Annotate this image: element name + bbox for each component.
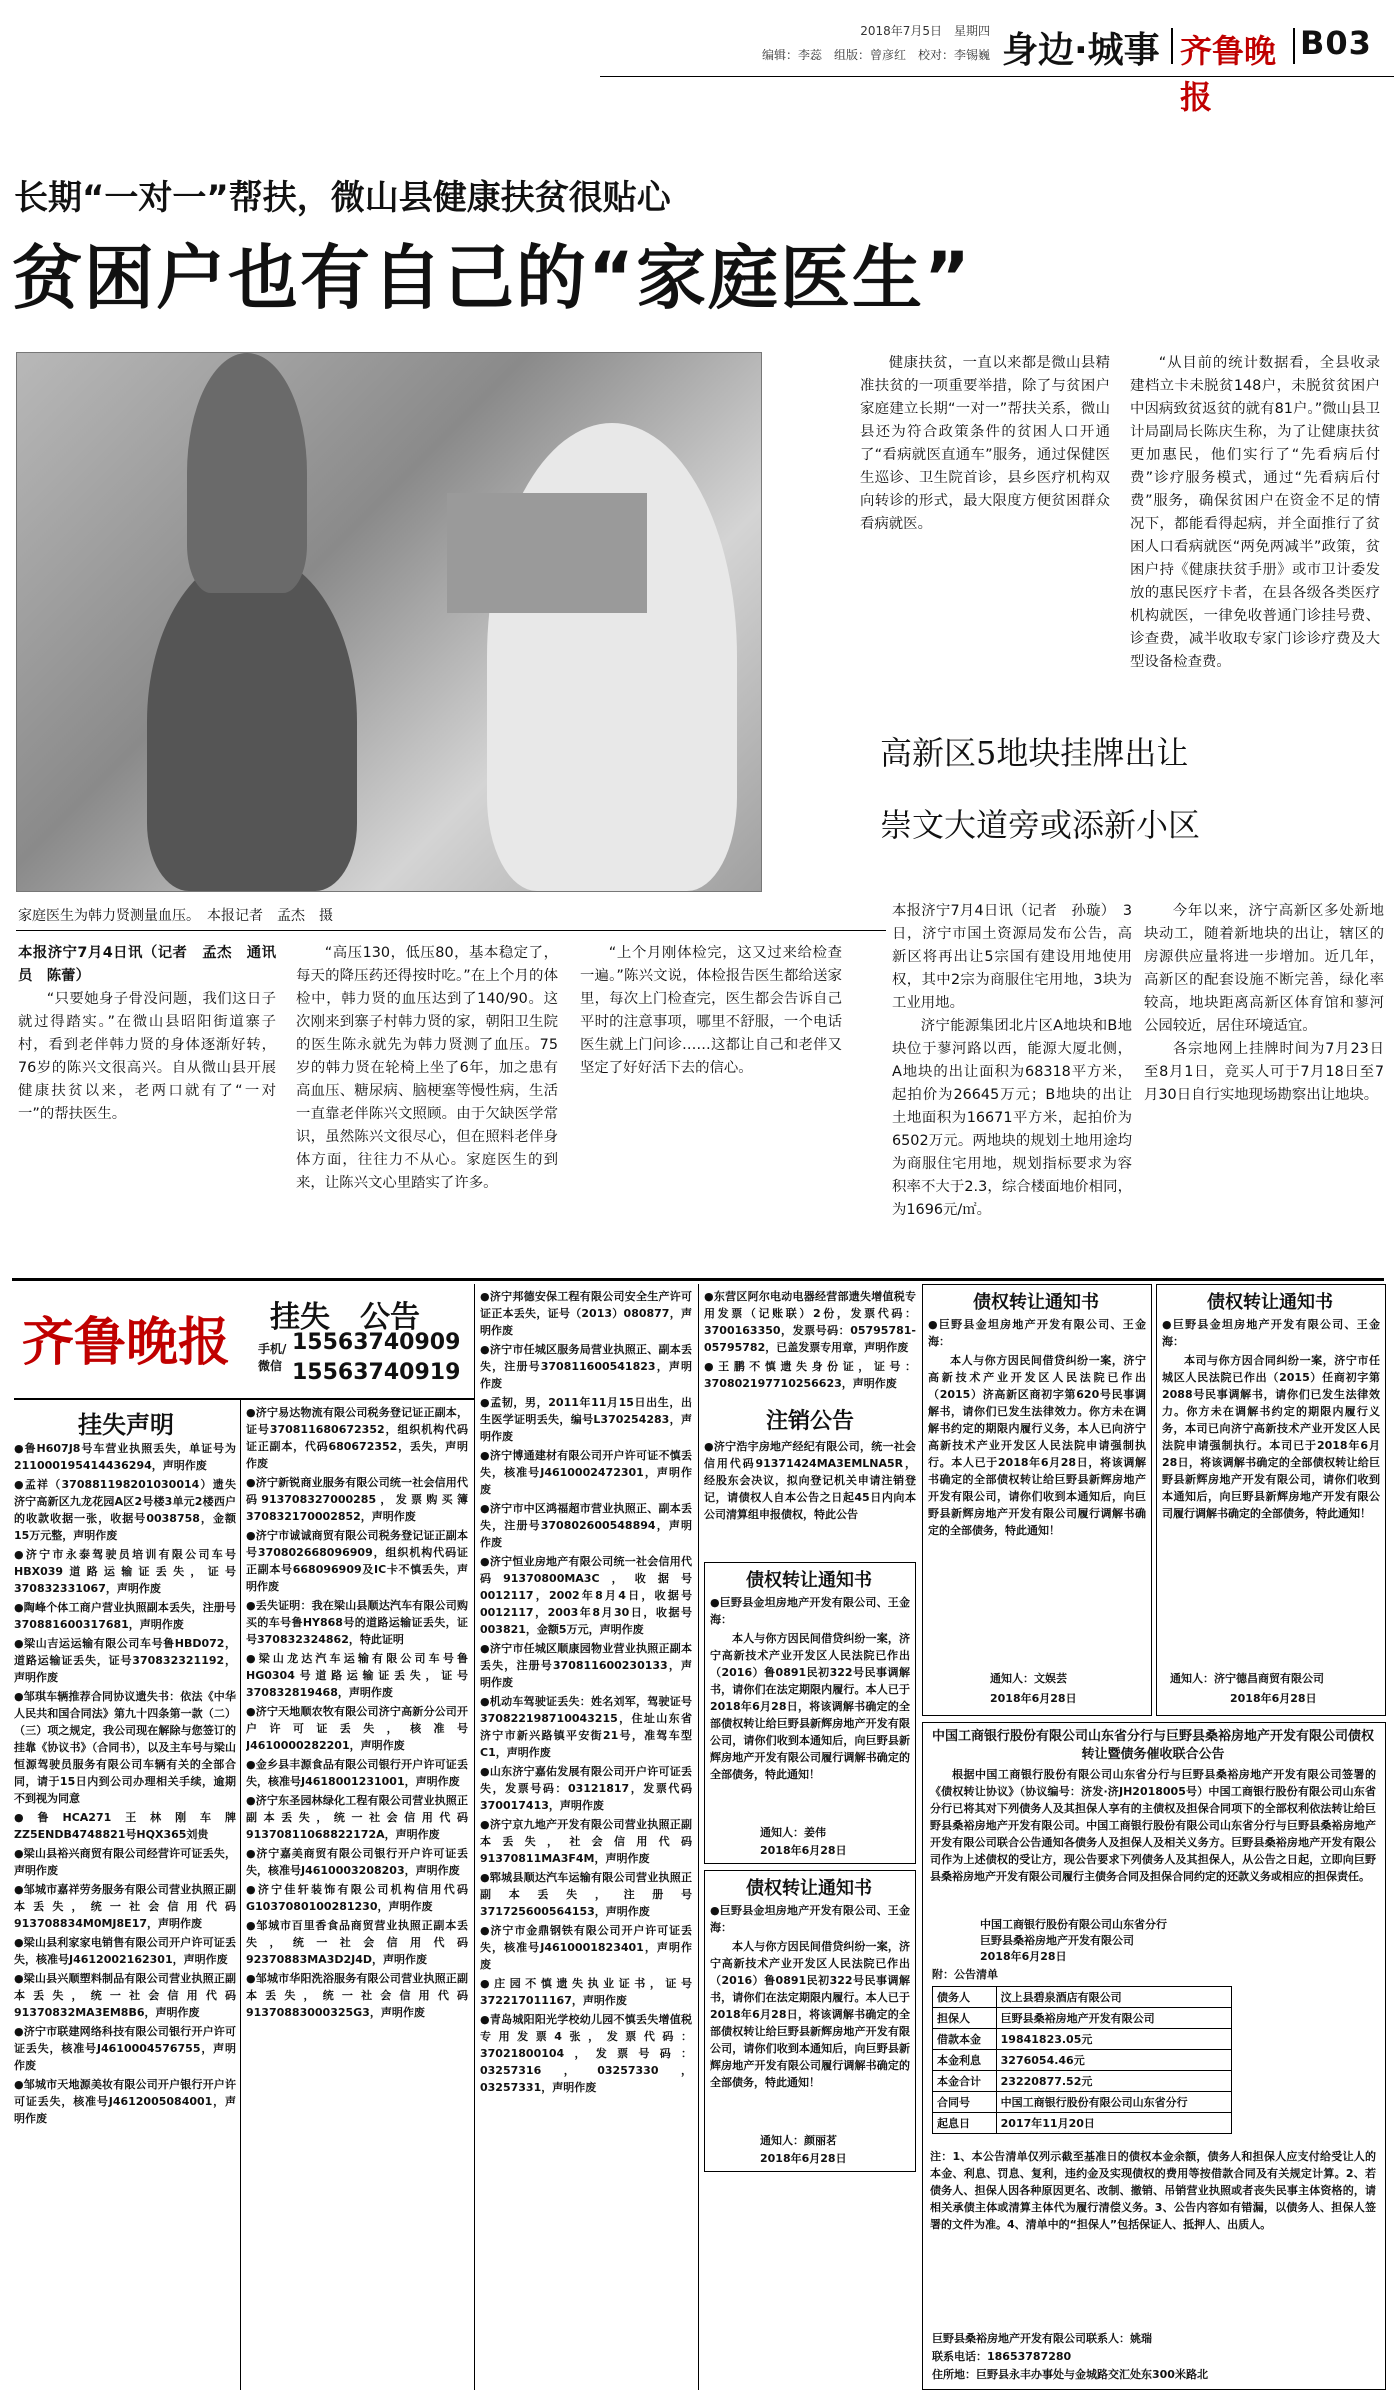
transfer-notice-title: 债权转让通知书 xyxy=(746,1570,872,1591)
ad-item: ●孟祥（370881198201030014）遗失济宁高新区九龙花园A区2号楼3单元2楼西户的收款收据一张，收据号0038758，金额15万元整，声明作废 xyxy=(14,1478,236,1542)
paragraph: “高压130，低压80，基本稳定了，每天的降压药还得按时吃。”在上个月的体检中，韩力贤的血压达到了140/90。这次刚来到寨子村韩力贤的家，朝阳卫生院的医生陈永就先为韩力贤测了血压。75岁的韩力贤在轮椅上坐了6年，加之患有高血压、糖尿病、脑梗塞等慢性病，生活一直靠老伴陈兴文照顾。由于欠缺医学常识，虽然陈兴文很尽心，但在照料老伴身体方面，往往力不从心。家庭医生的到来，让陈兴文心里踏实了许多。 xyxy=(296,945,558,1191)
table-row xyxy=(933,2008,1232,2029)
cancel-notice-body xyxy=(704,1438,916,1558)
article-kicker: 长期“一对一”帮扶，微山县健康扶贫很贴心 xyxy=(14,178,671,218)
table-row xyxy=(933,2071,1232,2092)
classifieds-col2 xyxy=(246,1404,468,2390)
header-brand-logo: 齐鲁晚报 xyxy=(1180,32,1277,116)
transfer-date: 2018年6月28日 xyxy=(1230,1692,1317,1705)
table-cell: 巨野县桑裕房地产开发有限公司 xyxy=(996,2008,1231,2029)
ad-item: ●济宁市任城区服务局营业执照正、副本丢失，注册号370811600541823，声明作废 xyxy=(480,1343,692,1390)
table-cell: 2017年11月20日 xyxy=(996,2113,1231,2134)
article1-col4 xyxy=(860,352,1110,692)
table-cell: 合同号 xyxy=(933,2092,997,2113)
ad-item: ●梁山吉运运输有限公司车号鲁HBD072，道路运输证丢失，证号370832321192，声明作废 xyxy=(14,1637,236,1684)
ad-item: ●鲁HCA271王林刚车牌ZZ5ENDB4748821号HQX365刘贵 xyxy=(14,1811,236,1841)
lost-title: 挂失声明 xyxy=(78,1410,174,1439)
table-cell: 起息日 xyxy=(933,2113,997,2134)
ad-item: ●济宁京九地产开发有限公司营业执照正副本丢失，社会信用代码91370811MA3F4M，声明作废 xyxy=(480,1818,692,1865)
article1-col5 xyxy=(1130,352,1380,692)
table-cell: 借款本金 xyxy=(933,2029,997,2050)
column-rule xyxy=(474,1284,475,2390)
ad-item: ●济宁天地顺农牧有限公司济宁高新分公司开户许可证丢失，核准号J4610000282201，声明作废 xyxy=(246,1705,468,1752)
column-rule xyxy=(240,1400,241,2390)
classifieds-top-rule xyxy=(12,1278,1384,1281)
paragraph: 今年以来，济宁高新区多处新地块动工，随着新地块的出让，辖区的房源供应量将进一步增加。近几年，高新区的配套设施不断完善，绿化率较高，地块距离高新区体育馆和蓼河公园较近，居住环境适宜。 xyxy=(1144,903,1384,1034)
table-cell: 债务人 xyxy=(933,1987,997,2008)
ad-item: ●邹城市嘉祥劳务服务有限公司营业执照正副本丢失，统一社会信用代码913708834M0MJ8E17，声明作废 xyxy=(14,1883,236,1930)
phone-label: 手机/微信 xyxy=(258,1342,287,1373)
ad-item: ●济宁恒业房地产有限公司统一社会信用代码91370800MA3C，收据号0012117，2002年8月4日，收据号0012117，2003年8月30日，收据号003821，金额5万元，声明作废 xyxy=(480,1555,692,1636)
notice-list-table xyxy=(932,1986,1232,2134)
ad-item: ●梁山县裕兴商贸有限公司经营许可证丢失，声明作废 xyxy=(14,1847,236,1877)
table-row xyxy=(933,2050,1232,2071)
ad-item: ●邹城市百里香食品商贸营业执照正副本丢失，统一社会信用代码92370883MA3D2J4D，声明作废 xyxy=(246,1919,468,1966)
table-cell: 中国工商银行股份有限公司山东省分行 xyxy=(996,2092,1231,2113)
transfer-date: 2018年6月28日 xyxy=(760,1844,847,1857)
transfer-text: 本人与你方因民间借贷纠纷一案，济宁高新技术产业开发区人民法院已作出（2016）鲁0891民初322号民事调解书，请你们在法定期限内履行。本人已于2018年6月28日，将该调解书确定的全部债权转让给巨野县新辉房地产开发有限公司，请你们收到本通知后，向巨野县新辉房地产开发有限公司履行调解书确定的全部债务，特此通知！ xyxy=(710,1632,910,1781)
article2-headline: 高新区5地块挂牌出让 xyxy=(880,734,1189,772)
table-cell: 23220877.52元 xyxy=(996,2071,1231,2092)
transfer-text: 本人与你方因民间借贷纠纷一案，济宁高新技术产业开发区人民法院已作出（2015）济高新区商初字第620号民事调解书，请你们已发生法律效力。你方未在调解书约定的期限内履行义务，本人已向济宁高新技术产业开发区人民法院申请强制执行。本人已于2018年6月28日，将该调解书确定的全部债权转让给巨野县新辉房地产开发有限公司，请你们收到本通知后，向巨野县新辉房地产开发有限公司履行调解书确定的全部债务，特此通知！ xyxy=(928,1354,1146,1537)
photo-figure-patient xyxy=(147,553,357,891)
ad-item: ●邹城市天地源美妆有限公司开户银行开户许可证丢失，核准号J4612005084001，声明作废 xyxy=(14,2078,236,2125)
transfer-signer: 通知人：颜丽茗 xyxy=(760,2134,837,2147)
table-row xyxy=(933,1987,1232,2008)
ad-item: ●机动车驾驶证丢失：姓名刘军，驾驶证号370822198710043215，住址山东省济宁市新兴路镇平安街21号，准驾车型C1，声明作废 xyxy=(480,1695,692,1759)
table-cell: 19841823.05元 xyxy=(996,2029,1231,2050)
paragraph: “只要她身子骨没问题，我们这日子就过得踏实。”在微山县昭阳街道寨子村，看到老伴韩力贤的身体逐渐好转，76岁的陈兴文很高兴。自从微山县开展健康扶贫以来，老两口就有了“一对一”的帮扶医生。 xyxy=(18,991,276,1122)
classifieds-col4-top xyxy=(704,1288,916,1398)
table-row xyxy=(933,2092,1232,2113)
classifieds-col1 xyxy=(14,1440,236,2390)
article2-col2 xyxy=(1144,900,1384,1280)
caption-rule xyxy=(16,930,886,931)
contact-line: 巨野县桑裕房地产开发有限公司联系人：姚瑞 xyxy=(932,2332,1152,2345)
bank-date: 2018年6月28日 xyxy=(980,1950,1067,1963)
ad-item: ●济宁东圣园林绿化工程有限公司营业执照正副本丢失，统一社会信用代码91370811068822172A，声明作废 xyxy=(246,1794,468,1841)
phone-number: 15563740919 xyxy=(292,1360,461,1385)
header-editors: 编辑：李蕊 组版：曾彦红 校对：李锡巍 xyxy=(761,48,990,62)
transfer-notice-title: 债权转让通知书 xyxy=(973,1292,1099,1313)
ad-item: ●济宁易达物流有限公司税务登记证正副本，证号370811680672352，组织机构代码证正副本，代码680672352，丢失，声明作废 xyxy=(246,1406,468,1470)
header-rule xyxy=(600,76,1394,77)
ad-item: ●济宁市中区鸿福超市营业执照正、副本丢失，注册号370802600548894，声明作废 xyxy=(480,1502,692,1549)
photo-figure-husband xyxy=(187,353,307,593)
bank-signer: 中国工商银行股份有限公司山东省分行 xyxy=(980,1918,1167,1931)
paragraph: 各宗地网上挂牌时间为7月23日至8月1日，竞买人可于7月18日至7月30日自行实地现场勘察出让地块。 xyxy=(1144,1041,1384,1103)
classifieds-col3 xyxy=(480,1288,692,2390)
ad-item: ●济宁市联建网络科技有限公司银行开户许可证丢失，核准号J4610004576755，声明作废 xyxy=(14,2025,236,2072)
ad-item: ●梁山县利家家电销售有限公司开户许可证丢失，核准号J4612002162301，声明作废 xyxy=(14,1936,236,1966)
paragraph: “上个月刚体检完，这又过来给检查一遍。”陈兴文说，体检报告医生都给送家里，每次上门检查完，医生都会告诉自己平时的注意事项，哪里不舒服，一个电话医生就上门问诊……这都让自己和老伴又坚定了好好活下去的信心。 xyxy=(580,945,842,1076)
ad-item: ●济宁市金鼎钢铁有限公司开户许可证丢失，核准号J4610001823401，声明作废 xyxy=(480,1924,692,1971)
article2-col1 xyxy=(892,900,1132,1280)
ad-item: ●梁山龙达汽车运输有限公司车号鲁HG0304号道路运输证丢失，证号370832819468，声明作废 xyxy=(246,1652,468,1699)
header-divider xyxy=(1171,28,1173,64)
ad-item: ●济宁市任城区顺康园物业营业执照正副本丢失，注册号370811600230133，声明作废 xyxy=(480,1642,692,1689)
table-cell: 本金合计 xyxy=(933,2071,997,2092)
column-rule xyxy=(698,1284,699,2390)
article1-col1 xyxy=(18,942,276,1272)
paragraph: 本报济宁7月4日讯（记者 孙璇） 3日，济宁市国土资源局发布公告，高新区将再出让5宗国有建设用地使用权，其中2宗为商服住宅用地，3块为工业用地。 xyxy=(892,903,1132,1011)
classifieds-header-rule xyxy=(14,1398,474,1400)
ad-item: ●金乡县丰源食品有限公司银行开户许可证丢失，核准号J4618001231001，声明作废 xyxy=(246,1758,468,1788)
transfer-text: 本司与你方因合同纠纷一案，济宁市任城区人民法院已作出（2015）任商初字第2088号民事调解书，请你们已发生法律效力。你方未在调解书约定的期限内履行义务，本司已向济宁高新技术产业开发区人民法院申请强制执行。本司已于2018年6月28日，将该调解书确定的全部债权转让给巨野县新辉房地产开发有限公司，请你们收到本通知后，向巨野县新辉房地产开发有限公司履行调解书确定的全部债务，特此通知！ xyxy=(1162,1354,1380,1520)
transfer-notice-title: 债权转让通知书 xyxy=(1207,1292,1333,1313)
transfer-notice-title: 债权转让通知书 xyxy=(746,1878,872,1899)
table-cell: 3276054.46元 xyxy=(996,2050,1231,2071)
bank-notice-title: 中国工商银行股份有限公司山东省分行与巨野县桑裕房地产开发有限公司债权转让暨债务催收联合公告 xyxy=(931,1729,1374,1762)
paragraph: 济宁能源集团北片区A地块和B地块位于蓼河路以西，能源大厦北侧，A地块的出让面积为68318平方米，起拍价为26645万元；B地块的出让土地面积为16671平方米，起拍价为6502万元。两地块的规划土地用途均为商服住宅用地，规划指标要求为容积率不大于2.3，综合楼面地价相同，为1696元/㎡。 xyxy=(892,1018,1132,1218)
ad-item: ●青岛城阳阳光学校幼儿园不慎丢失增值税专用发票4张，发票代码：37021800104，发票号码：03257316，03257330，03257331，声明作废 xyxy=(480,2013,692,2094)
ad-item: ●济宁浩宇房地产经纪有限公司，统一社会信用代码91371424MA3EMLNA5R，经股东会决议，拟向登记机关申请注销登记，请债权人自本公告之日起45日内向本公司清算组申报债权，特此公告 xyxy=(704,1440,916,1521)
transfer-recipient: ●巨野县金坦房地产开发有限公司、王金海： xyxy=(928,1318,1146,1348)
article-headline: 贫困户也有自己的“家庭医生” xyxy=(12,237,973,319)
contact-line: 住所地：巨野县永丰办事处与金城路交汇处东300米路北 xyxy=(932,2368,1208,2381)
ad-item: ●济宁博通建材有限公司开户许可证不慎丢失，核准号J4610002472301，声明作废 xyxy=(480,1449,692,1496)
ad-item: ●郓城县顺达汽车运输有限公司营业执照正副本丢失，注册号371725600564153，声明作废 xyxy=(480,1871,692,1918)
table-cell: 汶上县碧泉酒店有限公司 xyxy=(996,1987,1231,2008)
dateline: 本报济宁7月4日讯（记者 孟杰 通讯员 陈蕾） xyxy=(18,945,276,984)
ad-item: ●王鹏不慎遗失身份证，证号：370802197710256623，声明作废 xyxy=(704,1360,916,1390)
header-date: 2018年7月5日 星期四 xyxy=(860,24,990,38)
transfer-notice-body xyxy=(928,1316,1146,1666)
table-label: 附：公告清单 xyxy=(932,1968,998,1981)
transfer-recipient: ●巨野县金坦房地产开发有限公司、王金海： xyxy=(710,1596,910,1626)
transfer-notice-body xyxy=(710,1902,910,2132)
photo-caption: 家庭医生为韩力贤测量血压。 本报记者 孟杰 摄 xyxy=(18,908,333,924)
contact-line: 联系电话：18653787280 xyxy=(932,2350,1072,2363)
ad-item: ●鲁H607J8号车营业执照丢失，单证号为211000195414436294，声明作废 xyxy=(14,1442,236,1472)
header-divider xyxy=(1293,28,1295,64)
bank-notice-text: 根据中国工商银行股份有限公司山东省分行与巨野县桑裕房地产开发有限公司签署的《债权转让协议》（协议编号：济发·济JH2018005号）中国工商银行股份有限公司山东省分行已将其对下列债务人及其担保人享有的主债权及担保合同项下的全部权利依法转让给巨野县桑裕房地产开发有限公司。中国工商银行股份有限公司山东省分行与巨野县桑裕房地产开发有限公司联合公告通知各债务人及担保人及相关义务方。巨野县桑裕房地产开发有限公司作为上述债权的受让方，现公告要求下列债务人及其担保人，从公告之日起，立即向巨野县桑裕房地产开发有限公司履行主债务合同及担保合同约定的还款义务或相应的担保责任。 xyxy=(930,1768,1376,1883)
ad-item: ●丢失证明：我在梁山县顺达汽车有限公司购买的车号鲁HY868号的道路运输证丢失，证号370832324862，特此证明 xyxy=(246,1599,468,1646)
transfer-signer: 通知人：济宁德昌商贸有限公司 xyxy=(1170,1672,1324,1685)
transfer-recipient: ●巨野县金坦房地产开发有限公司、王金海： xyxy=(1162,1318,1380,1348)
ad-item: ●东营区阿尔电动电器经营部遗失增值税专用发票（记账联）2份，发票代码：3700163350，发票号码：05795781-05795782，已盖发票专用章，声明作废 xyxy=(704,1290,916,1354)
bank-notice-notes xyxy=(930,2148,1376,2328)
ad-item: ●济宁新锐商业服务有限公司统一社会信用代码913708327000285，发票购买簿370832170002852，声明作废 xyxy=(246,1476,468,1523)
article1-col3 xyxy=(580,942,842,1272)
paragraph: 健康扶贫，一直以来都是微山县精准扶贫的一项重要举措，除了与贫困户家庭建立长期“一对一”帮扶关系，微山县还为符合政策条件的贫困人口开通了“看病就医直通车”服务，通过保健医生巡诊、卫生院首诊，县乡医疗机构双向转诊的形式，最大限度方便贫困群众看病就医。 xyxy=(860,355,1110,532)
news-photo xyxy=(16,352,762,892)
bank-notice-body xyxy=(930,1766,1376,1916)
table-cell: 担保人 xyxy=(933,2008,997,2029)
ad-item: ●邹琪车辆推荐合同协议遗失书：依法《中华人民共和国合同法》第九十四条第一款（二）（三）项之规定，我公司现在解除与您签订的挂靠《协议书》（合同书），以及主车号与梁山恒源驾驶员服务有限公司车辆有关的全部合同，请于15日内到公司办理相关手续，逾期不到视为同意 xyxy=(14,1690,236,1805)
ad-item: ●邹城市华阳洗浴服务有限公司营业执照正副本丢失，统一社会信用代码91370883000325G3，声明作废 xyxy=(246,1972,468,2019)
article1-col2 xyxy=(296,942,558,1272)
transfer-notice-body xyxy=(710,1594,910,1824)
transfer-date: 2018年6月28日 xyxy=(990,1692,1077,1705)
classifieds-title: 挂失 公告 xyxy=(270,1300,420,1335)
section-title: 身边·城事 xyxy=(1002,30,1160,71)
ad-item: ●济宁佳轩装饰有限公司机构信用代码G1037080100281230，声明作废 xyxy=(246,1883,468,1913)
transfer-signer: 通知人：文娱芸 xyxy=(990,1672,1067,1685)
bank-signer: 巨野县桑裕房地产开发有限公司 xyxy=(980,1934,1134,1947)
transfer-notice-body xyxy=(1162,1316,1380,1666)
transfer-text: 本人与你方因民间借贷纠纷一案，济宁高新技术产业开发区人民法院已作出（2016）鲁0891民初322号民事调解书，请你们在法定期限内履行。本人已于2018年6月28日，将该调解书确定的全部债权转让给巨野县新辉房地产开发有限公司，请你们收到本通知后，向巨野县新辉房地产开发有限公司履行调解书确定的全部债务，特此通知！ xyxy=(710,1940,910,2089)
ad-item: ●孟韧，男，2011年11月15日出生，出生医学证明丢失，编号L370254283，声明作废 xyxy=(480,1396,692,1443)
transfer-signer: 通知人：姜伟 xyxy=(760,1826,826,1839)
transfer-recipient: ●巨野县金坦房地产开发有限公司、王金海： xyxy=(710,1904,910,1934)
ad-item: ●济宁邦德安保工程有限公司安全生产许可证正本丢失，证号（2013）080877，声明作废 xyxy=(480,1290,692,1337)
cancel-notice-title: 注销公告 xyxy=(765,1408,854,1434)
ad-item: ●济宁嘉美商贸有限公司银行开户许可证丢失，核准号J4610003208203，声明作废 xyxy=(246,1847,468,1877)
ad-item: ●庄园不慎遗失执业证书，证号372217011167，声明作废 xyxy=(480,1977,692,2007)
article2-subheadline: 崇文大道旁或添新小区 xyxy=(880,806,1201,844)
ad-item: ●济宁市诚诚商贸有限公司税务登记证正副本号370802668096909，组织机构代码证正副本号668096909及IC卡不慎丢失，声明作废 xyxy=(246,1529,468,1593)
table-row xyxy=(933,2113,1232,2134)
phone-number: 15563740909 xyxy=(292,1330,461,1355)
ad-item: ●梁山县兴顺塑料制品有限公司营业执照正副本丢失，统一社会信用代码91370832MA3EM8B6，声明作废 xyxy=(14,1972,236,2019)
page-number: B03 xyxy=(1300,24,1372,62)
classifieds-brand-logo: 齐鲁晚报 xyxy=(22,1312,231,1373)
paragraph: “从目前的统计数据看，全县收录建档立卡未脱贫148户，未脱贫贫困户中因病致贫返贫的就有81户。”微山县卫计局副局长陈庆生称，为了让健康扶贫更加惠民，他们实行了“先看病后付费”诊疗服务模式，通过“先看病后付费”服务，确保贫困户在资金不足的情况下，都能看得起病，并全面推行了贫困人口看病就医“两免两减半”政策，贫困户持《健康扶贫手册》或市卫计委发放的惠民医疗卡者，在县各级各类医疗机构就医，一律免收普通门诊挂号费、诊查费，减半收取专家门诊诊疗费及大型设备检查费。 xyxy=(1130,355,1380,670)
bank-notes-text: 注：1、本公告清单仅列示截至基准日的债权本金余额，债务人和担保人应支付给受让人的本金、利息、罚息、复利，违约金及实现债权的费用等按借款合同及有关规定计算。2、若债务人、担保人因各种原因更名、改制、撤销、吊销营业执照或者丧失民事主体资格的，请相关承债主体或清算主体代为履行清偿义务。3、公告内容如有错漏，以债务人、担保人签署的文件为准。4、清单中的“担保人”包括保证人、抵押人、出质人。 xyxy=(930,2150,1376,2231)
ad-item: ●陶峰个体工商户营业执照副本丢失，注册号370881600317681，声明作废 xyxy=(14,1601,236,1631)
table-cell: 本金利息 xyxy=(933,2050,997,2071)
photo-background-cabinet xyxy=(447,493,647,613)
transfer-date: 2018年6月28日 xyxy=(760,2152,847,2165)
ad-item: ●济宁市永泰驾驶员培训有限公司车号HBX039道路运输证丢失，证号370832331067，声明作废 xyxy=(14,1548,236,1595)
ad-item: ●山东济宁嘉佑发展有限公司开户许可证丢失，发票号码：03121817，发票代码370017413，声明作废 xyxy=(480,1765,692,1812)
table-row xyxy=(933,2029,1232,2050)
